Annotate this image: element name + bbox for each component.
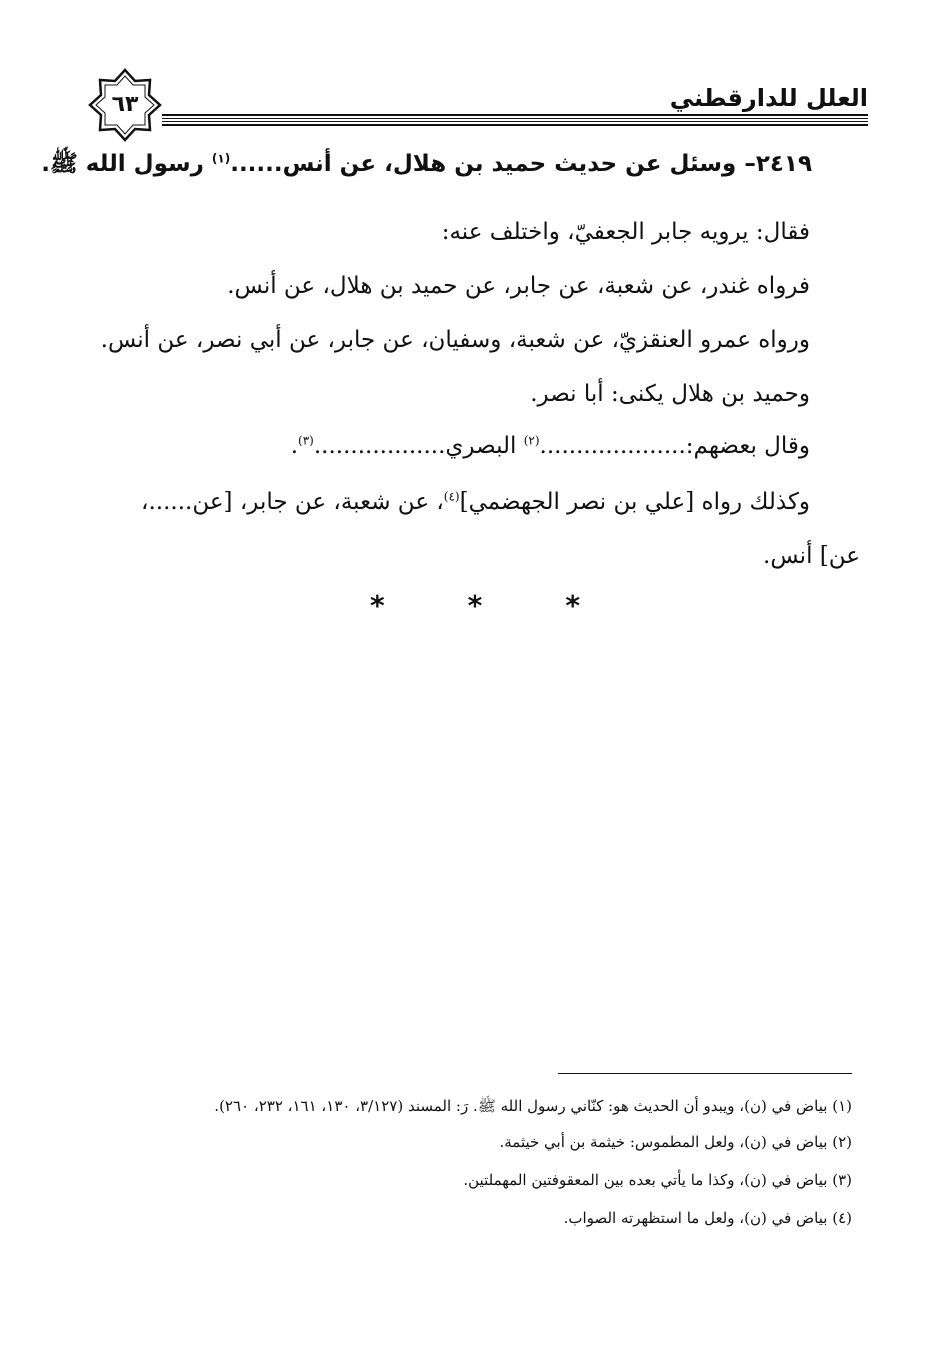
body-text: وكذلك رواه [علي بن نصر الجهضمي] <box>459 489 810 515</box>
page-number: ٦٣ <box>111 92 139 117</box>
section-separator <box>370 586 580 626</box>
header-rule <box>162 118 868 119</box>
header-rule <box>162 124 868 126</box>
entry-heading-tail: رسول الله ﷺ. <box>41 151 204 177</box>
footnote: (٢) بياض في (ن)، ولعل المطموس: خيثمة بن أبي خيثمة. <box>499 1133 852 1151</box>
entry-heading <box>41 142 812 186</box>
header-rule <box>162 121 868 122</box>
footnote-ref: (١) <box>211 151 231 166</box>
separator-star: * <box>370 589 385 622</box>
body-text: ، عن شعبة، عن جابر، [عن......، <box>141 489 444 515</box>
footnote: (١) بياض في (ن)، ويبدو أن الحديث هو: كنّاني رسول الله ﷺ. رَ: المسند (٣/١٢٧، ١٣٠، ١٦١، ٢٣٢، ٢٦٠). <box>214 1097 852 1115</box>
body-line <box>291 426 810 466</box>
footnote-ref: (٢) <box>523 433 540 448</box>
footnote-rule <box>558 1073 852 1074</box>
body-line <box>141 482 810 522</box>
footnote-ref: (٣) <box>298 433 314 448</box>
running-head: العلل للدارقطني <box>669 84 868 112</box>
body-text: . <box>290 433 298 459</box>
entry-number: ٢٤١٩ <box>755 151 812 177</box>
body-line: فقال: يرويه جابر الجعفيّ، واختلف عنه: <box>441 219 810 245</box>
body-line: وحميد بن هلال يكنى: أبا نصر. <box>530 381 810 407</box>
footnote-ref: (٤) <box>443 489 460 504</box>
footnote: (٣) بياض في (ن)، وكذا ما يأتي بعده بين المعقوفتين المهملتين. <box>463 1171 852 1189</box>
separator-star: * <box>467 589 483 622</box>
entry-dash: – <box>744 151 756 177</box>
footnote: (٤) بياض في (ن)، ولعل ما استظهرته الصواب. <box>563 1209 852 1227</box>
body-line: ورواه عمرو العنقزيّ، عن شعبة، وسفيان، عن جابر، عن أبي نصر، عن أنس. <box>100 327 810 353</box>
body-text: البصري.................. <box>313 433 517 459</box>
body-line: فرواه غندر، عن شعبة، عن جابر، عن حميد بن هلال، عن أنس. <box>227 273 810 299</box>
entry-heading-text: وسئل عن حديث حميد بن هلال، عن أنس...... <box>230 151 737 177</box>
body-line: عن] أنس. <box>763 543 860 569</box>
page-number-badge <box>88 68 162 142</box>
body-text: وقال بعضهم:.................... <box>539 433 810 459</box>
separator-star: * <box>565 589 580 622</box>
header-rule <box>162 114 868 116</box>
